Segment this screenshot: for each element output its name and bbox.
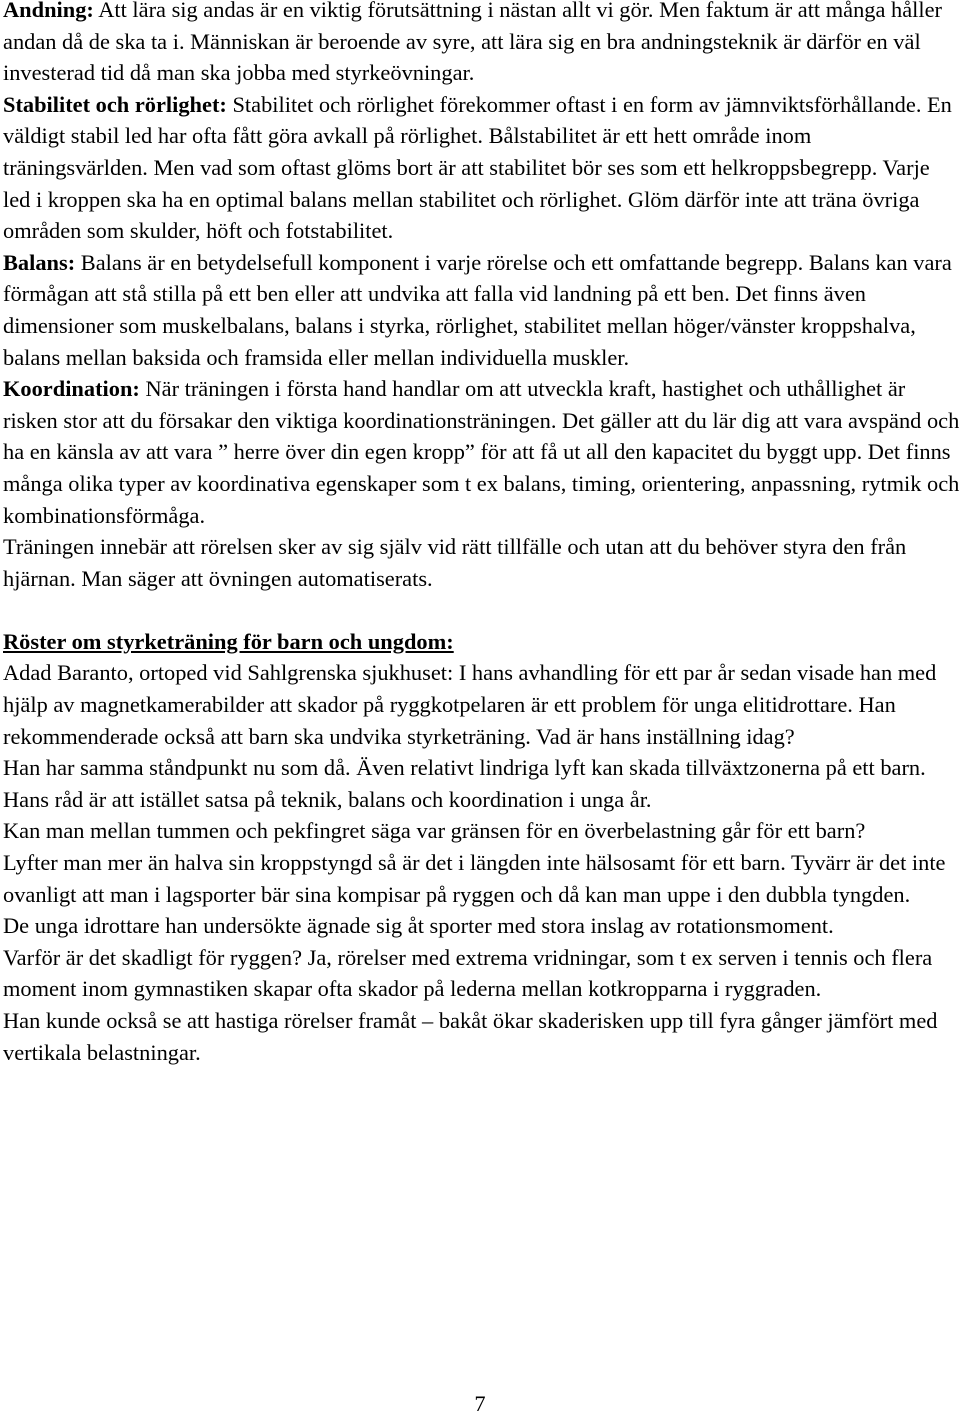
term-balans: Balans: — [3, 249, 76, 275]
paragraph-stabilitet — [3, 89, 960, 247]
interview-paragraph: Varför är det skadligt för ryggen? Ja, rörelser med extrema vridningar, som t ex serven i tennis och flera moment inom gymnastiken skapar ofta skador på lederna mellan kotkropparna i ryggraden. — [3, 944, 933, 1002]
term-koordination: Koordination: — [3, 376, 140, 402]
text-koordination: När träningen i första hand handlar om att utveckla kraft, hastighet och uthållighet är risken stor att du försakar den viktiga koordinationsträningen. Det gäller att du lär dig att vara avspänd och ha en känsla av att vara ” herre över din egen kropp” för att få ut all den kapacitet du byggt upp. Det finns många olika typer av koordinativa egenskaper som t ex balans, timing, orientering, anpassning, rytmik och kombinationsförmåga. — [3, 376, 960, 528]
interview-paragraph: Han har samma ståndpunkt nu som då. Även relativt lindriga lyft kan skada tillväxtzonerna på ett barn. Hans råd är att istället satsa på teknik, balans och koordination i unga år. — [3, 755, 926, 812]
paragraph-koordination-followup: Träningen innebär att rörelsen sker av sig själv vid rätt tillfälle och utan att du behöver styra den från hjärnan. Man säger att övningen automatiserats. — [3, 534, 907, 591]
paragraph-balans — [3, 247, 960, 373]
text-balans: Balans är en betydelsefull komponent i varje rörelse och ett omfattande begrepp. Balans kan vara förmågan att stå stilla på ett ben eller att undvika att falla vid landning på ett ben. Det finns även dimensioner som muskelbalans, balans i styrka, rörlighet, stabilitet mellan höger/vänster kroppshalva, balans mellan baksida och framsida eller mellan individuella muskler. — [3, 249, 952, 370]
interview-paragraph: Han kunde också se att hastiga rörelser framåt – bakåt ökar skaderisken upp till fyra gånger jämfört med vertikala belastningar. — [3, 1008, 938, 1065]
page-number: 7 — [474, 1391, 486, 1416]
document-page — [3, 0, 960, 1068]
section-spacer — [3, 594, 960, 626]
interview-paragraph: Kan man mellan tummen och pekfingret säga var gränsen för en överbelastning går för ett barn? — [3, 818, 866, 844]
paragraph-andning — [3, 0, 960, 89]
interview-paragraph: Lyfter man mer än halva sin kroppstyngd så är det i längden inte hälsosamt för ett barn. Tyvärr är det inte ovanligt att man i lagsporter bär sina kompisar på ryggen och då kan man uppe i den dubbla tyngden. — [3, 850, 946, 907]
text-stabilitet: Stabilitet och rörlighet förekommer oftast i en form av jämnviktsförhållande. En väldigt stabil led har ofta fått göra avkall på rörlighet. Bålstabilitet är ett hett område inom träningsvärlden. Men vad som oftast glöms bort är att stabilitet bör ses som ett helkroppsbegrepp. Varje led i kroppen ska ha en optimal balans mellan stabilitet och rörlighet. Glöm därför inte att träna övriga områden som skulder, höft och fotstabilitet. — [3, 91, 952, 244]
section-heading: Röster om styrketräning för barn och ungdom: — [3, 628, 454, 654]
text-andning: Att lära sig andas är en viktig förutsättning i nästan allt vi gör. Men faktum är att många håller andan då de ska ta i. Människan är beroende av syre, att lära sig en bra andningsteknik är därför en väl investerad tid då man ska jobba med styrkeövningar. — [3, 0, 942, 86]
paragraph-koordination — [3, 373, 960, 531]
term-andning: Andning: — [3, 0, 94, 22]
interview-paragraph: Adad Baranto, ortoped vid Sahlgrenska sjukhuset: I hans avhandling för ett par år sedan visade han med hjälp av magnetkamerabilder att skador på ryggkotpelaren är ett problem för unga elitidrottare. Han rekommenderade också att barn ska undvika styrketräning. Vad är hans inställning idag? — [3, 660, 937, 749]
interview-paragraph: De unga idrottare han undersökte ägnade sig åt sporter med stora inslag av rotationsmoment. — [3, 913, 834, 939]
term-stabilitet: Stabilitet och rörlighet: — [3, 91, 227, 117]
